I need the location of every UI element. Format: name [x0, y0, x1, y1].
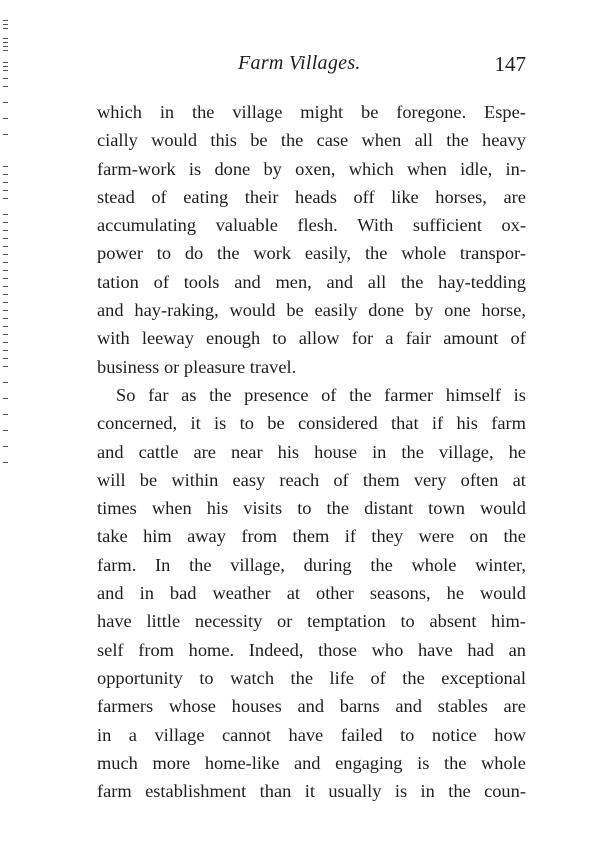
- scan-mark: [3, 118, 8, 119]
- scan-mark: [3, 462, 8, 463]
- scan-mark: [3, 310, 8, 311]
- scan-mark: [3, 238, 8, 239]
- text-line: have little necessity or temptation to absent him-: [97, 611, 526, 632]
- scan-mark: [3, 134, 8, 135]
- scan-mark: [3, 318, 8, 319]
- scan-mark: [3, 246, 8, 247]
- page-number: 147: [494, 52, 526, 76]
- scan-mark: [3, 286, 8, 287]
- text-line: farm establishment than it usually is in the coun-: [97, 781, 526, 802]
- text-line: concerned, it is to be considered that if his farm: [97, 413, 526, 434]
- scan-mark: [3, 86, 8, 87]
- scan-mark: [3, 66, 8, 67]
- scan-mark: [3, 24, 8, 25]
- body-text: [97, 98, 526, 805]
- scan-mark: [3, 50, 8, 51]
- scan-mark: [3, 46, 8, 47]
- scan-mark: [3, 302, 8, 303]
- scan-mark: [3, 358, 8, 359]
- scan-mark: [3, 20, 8, 21]
- scan-mark: [3, 262, 8, 263]
- text-line: will be within easy reach of them very often at: [97, 469, 526, 490]
- scan-mark: [3, 28, 8, 29]
- text-line: tation of tools and men, and all the hay-tedding: [97, 271, 526, 292]
- scan-mark: [3, 382, 8, 383]
- scan-mark: [3, 350, 8, 351]
- scan-mark: [3, 198, 8, 199]
- scan-mark: [3, 414, 8, 415]
- scan-mark: [3, 38, 8, 39]
- scan-mark: [3, 278, 8, 279]
- text-line: in a village cannot have failed to notice how: [97, 724, 526, 745]
- scan-mark: [3, 398, 8, 399]
- scan-mark: [3, 222, 8, 223]
- scan-mark: [3, 70, 8, 71]
- scan-mark: [3, 102, 8, 103]
- text-line: farmers whose houses and barns and stables are: [97, 696, 526, 717]
- scan-mark: [3, 62, 8, 63]
- text-line: which in the village might be foregone. Espe-: [97, 102, 526, 122]
- scan-mark: [3, 334, 8, 335]
- scan-mark: [3, 446, 8, 447]
- text-line: farm-work is done by oxen, which when idle, in-: [97, 158, 526, 179]
- scan-mark: [3, 174, 8, 175]
- scan-mark: [3, 326, 8, 327]
- text-line: So far as the presence of the farmer himself is: [116, 384, 526, 405]
- scan-mark: [3, 294, 8, 295]
- text-line: and cattle are near his house in the village, he: [97, 441, 526, 462]
- scan-mark: [3, 230, 8, 231]
- text-line: and in bad weather at other seasons, he would: [97, 583, 526, 604]
- running-title: Farm Villages.: [238, 52, 361, 74]
- text-line: stead of eating their heads off like horses, are: [97, 186, 526, 207]
- text-line: power to do the work easily, the whole transpor-: [97, 243, 526, 264]
- text-line: business or pleasure travel.: [97, 356, 297, 377]
- text-line: times when his visits to the distant town would: [97, 498, 526, 519]
- scan-mark: [3, 78, 8, 79]
- text-line: and hay-raking, would be easily done by one horse,: [97, 300, 526, 321]
- scan-mark: [3, 42, 8, 43]
- scan-mark: [3, 270, 8, 271]
- text-line: opportunity to watch the life of the exceptional: [97, 667, 526, 688]
- text-line: farm. In the village, during the whole winter,: [97, 554, 526, 575]
- scan-mark: [3, 366, 8, 367]
- scan-mark: [3, 254, 8, 255]
- text-line: with leeway enough to allow for a fair amount of: [97, 328, 526, 349]
- scan-margin-marks: [3, 14, 9, 474]
- text-line: take him away from them if they were on the: [97, 526, 526, 547]
- scan-mark: [3, 342, 8, 343]
- scan-mark: [3, 182, 8, 183]
- scan-mark: [3, 430, 8, 431]
- scan-mark: [3, 190, 8, 191]
- scan-mark: [3, 214, 8, 215]
- text-line: self from home. Indeed, those who have had an: [97, 639, 526, 660]
- page-header: [96, 52, 526, 82]
- text-line: much more home-like and engaging is the whole: [97, 752, 526, 773]
- text-line: cially would this be the case when all the heavy: [97, 130, 526, 151]
- scan-mark: [3, 166, 8, 167]
- text-line: accumulating valuable flesh. With sufficient ox-: [97, 215, 526, 236]
